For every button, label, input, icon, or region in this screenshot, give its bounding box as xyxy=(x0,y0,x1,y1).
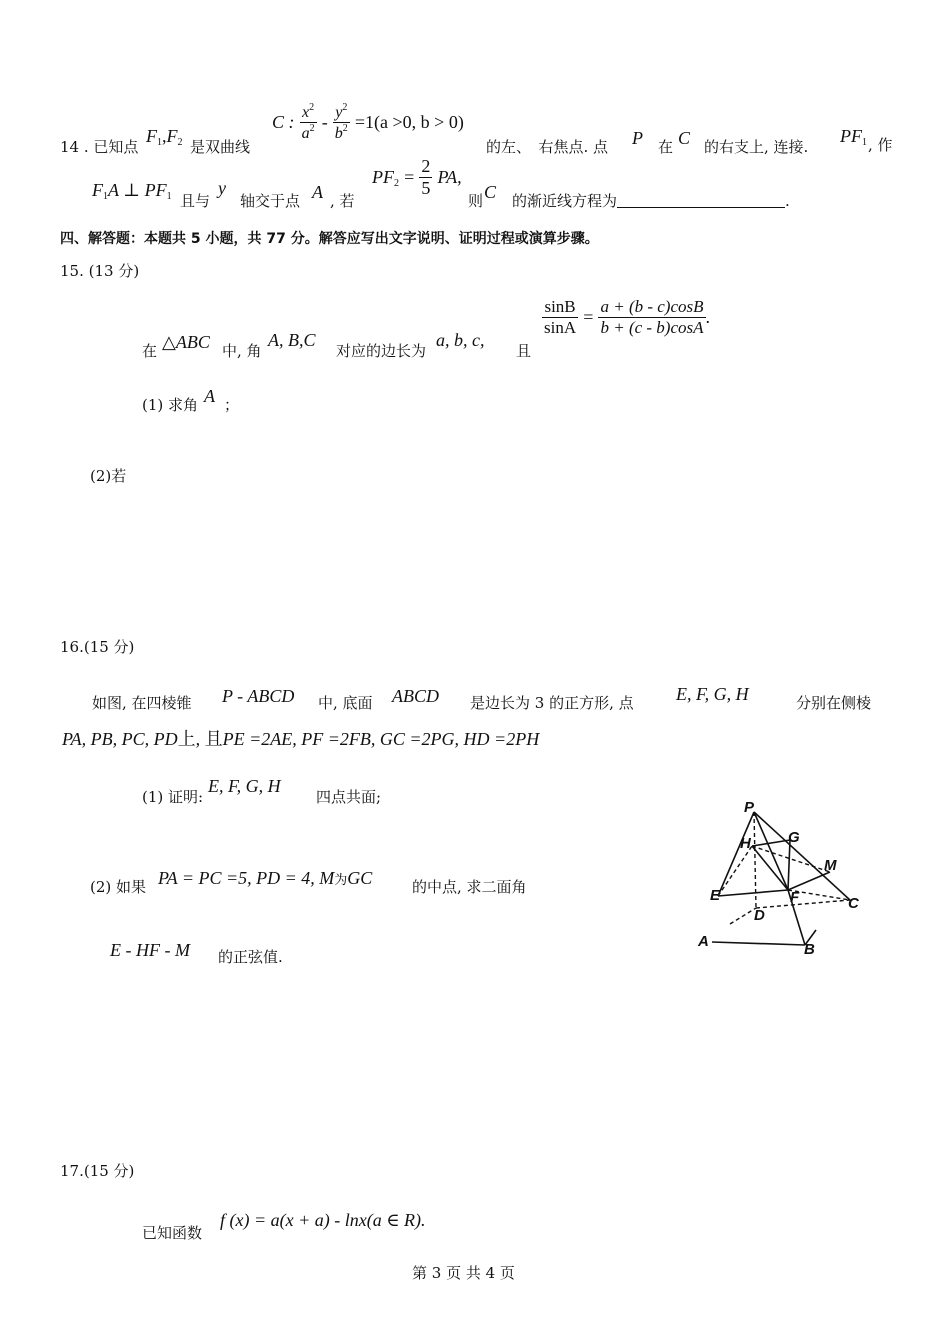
q14-a-sup: 2 xyxy=(309,123,315,134)
q14-f1a: F xyxy=(92,180,103,200)
q16-ratios: PE =2AE, PF =2FB, GC =2PG, HD =2PH xyxy=(222,729,540,749)
q14-f1: F xyxy=(146,126,157,146)
edge-eh xyxy=(718,846,752,896)
q14-y-axis: y xyxy=(218,178,226,198)
q15-text-angle: 中, 角 xyxy=(222,342,262,360)
q16-part1-points: E, F, G, H xyxy=(208,776,281,796)
q15-sides: a, b, c, xyxy=(436,330,485,350)
q14-pf2-sub: 2 xyxy=(394,177,399,189)
q14-eq: = xyxy=(404,167,415,187)
q15-header: 15. (13 分) xyxy=(60,262,140,280)
q15-rhs-den: b + (c - b)cosA xyxy=(600,318,704,337)
edge-pc xyxy=(754,812,850,900)
q17-header: 17.(15 分) xyxy=(60,1162,135,1180)
label-f: F xyxy=(790,889,800,906)
edge-dc xyxy=(756,900,850,908)
q15-rhs-num: a + (b - c)cosB xyxy=(600,297,704,316)
edge-hg xyxy=(752,840,790,846)
q15-part1: (1) 求角 xyxy=(142,396,199,414)
q15-text-and: 且 xyxy=(516,342,532,360)
q14-pf1: PF xyxy=(840,126,862,146)
q14-x-sup: 2 xyxy=(309,102,315,113)
q16-part2-end: 的正弦值. xyxy=(218,948,283,966)
q15-part2: (2)若 xyxy=(90,467,127,485)
q15-text-in: 在 xyxy=(142,342,158,360)
q14-text-axis: 轴交于点 xyxy=(240,192,301,210)
label-p: P xyxy=(744,799,755,816)
label-g: G xyxy=(788,829,800,846)
q16-part2: (2) 如果 xyxy=(90,878,147,896)
q14-hyperbola-equation xyxy=(272,102,464,143)
q14-perp-sub: 1 xyxy=(166,191,172,202)
q15-lhs-den: sinA xyxy=(544,318,577,337)
q15-text-sides: 对应的边长为 xyxy=(336,342,427,360)
label-m: M xyxy=(824,857,837,874)
q16-text-1c: 是边长为 3 的正方形, 点 xyxy=(470,694,634,712)
q14-text-if: , 若 xyxy=(330,192,355,210)
q17-function: f (x) = a(x + a) - lnx(a ∈ R). xyxy=(220,1210,426,1230)
q14-number: 14 . xyxy=(60,138,89,156)
q16-dihedral: E - HF - M xyxy=(110,940,190,960)
q14-c: C xyxy=(678,128,691,148)
q15-angles: A, B,C xyxy=(268,330,316,350)
edge-pf xyxy=(754,812,788,890)
q15-equation xyxy=(542,297,710,338)
label-a: A xyxy=(698,933,709,950)
q17-text: 已知函数 xyxy=(142,1224,203,1242)
edge-pe xyxy=(718,812,754,896)
q14-x: x xyxy=(302,104,310,121)
q14-pa: PA, xyxy=(437,167,462,187)
q15-triangle: △ABC xyxy=(162,332,210,352)
q15-part1-end: ； xyxy=(224,396,240,414)
q14-b-sup: 2 xyxy=(342,123,348,134)
q14-text-asymptote xyxy=(512,190,790,211)
q14-text-make: , 作 xyxy=(868,136,893,154)
q16-pyramid: P - ABCD xyxy=(222,686,295,706)
q16-edges: PA, PB, PC, PD xyxy=(62,729,178,749)
q14-pf1-sub: 1 xyxy=(862,137,867,148)
q16-header: 16.(15 分) xyxy=(60,638,135,656)
edge-fm xyxy=(788,872,830,890)
q14-a: a xyxy=(301,125,310,142)
q14-f1-sub: 1 xyxy=(157,137,162,148)
label-c: C xyxy=(848,895,859,912)
label-d: D xyxy=(754,907,765,924)
label-e: E xyxy=(710,887,721,904)
answer-blank[interactable] xyxy=(617,193,785,208)
q16-part2-gc: GC xyxy=(347,868,373,888)
q14-text-and: 且与 xyxy=(180,192,211,210)
q14-asym-label: 的渐近线方程为 xyxy=(512,192,618,210)
edge-fg xyxy=(788,840,790,890)
q14-c2: C xyxy=(484,182,497,202)
q14-text-on: 在 xyxy=(658,138,674,156)
q14-eq-cond: =1(a >0, b > 0) xyxy=(354,112,464,132)
q14-y-sup: 2 xyxy=(342,102,348,113)
q14-text-given: 已知点 xyxy=(93,138,139,156)
section-heading: 四、解答题：本题共 5 小题，共 77 分。解答应写出文字说明、证明过程或演算步骤。 xyxy=(60,231,599,247)
q14-p: P xyxy=(632,128,643,148)
q14-two: 2 xyxy=(421,156,431,176)
q15-dot: . xyxy=(705,307,711,327)
q14-text-then: 则 xyxy=(468,192,484,210)
q14-f2: F xyxy=(166,126,178,146)
q16-text-1b: 中, 底面 xyxy=(318,694,373,712)
label-h: H xyxy=(740,835,751,852)
q16-part1-text: 四点共面; xyxy=(316,788,382,806)
edge-ad xyxy=(730,908,756,924)
q14-pf2-equation xyxy=(372,156,462,199)
q16-part2-text: 的中点, 求二面角 xyxy=(412,878,527,896)
q14-c-colon: C : xyxy=(272,112,295,132)
q16-points: E, F, G, H xyxy=(676,684,749,704)
q16-base: ABCD xyxy=(392,686,439,706)
q16-text-2: 上, 且 xyxy=(177,729,223,749)
q16-part2-is: 为 xyxy=(334,872,348,887)
q14-text-is: 是双曲线 xyxy=(190,138,251,156)
pyramid-figure xyxy=(690,790,870,970)
q14-b: b xyxy=(334,125,343,142)
q15-lhs-num: sinB xyxy=(542,297,578,318)
q14-text-left-right: 的左、 右焦点. 点 xyxy=(486,138,609,156)
q15-part1-a: A xyxy=(204,386,215,406)
q14-pf2: PF xyxy=(372,166,394,187)
edge-hf xyxy=(752,846,788,890)
q14-perp: A ⊥ PF xyxy=(108,180,167,200)
q16-text-1d: 分别在侧棱 xyxy=(796,694,872,712)
q15-eq: = xyxy=(583,307,594,327)
q14-five: 5 xyxy=(421,178,431,198)
q14-a-point: A xyxy=(312,182,323,202)
q14-text-right-branch: 的右支上, 连接. xyxy=(704,138,809,156)
q16-part2-values: PA = PC =5, PD = 4, M xyxy=(158,868,335,888)
q16-text-1a: 如图, 在四棱锥 xyxy=(92,694,192,712)
q14-period: . xyxy=(785,192,790,210)
label-b: B xyxy=(804,941,815,958)
q16-part1: (1) 证明: xyxy=(142,788,204,806)
q14-comma: , xyxy=(162,126,167,146)
q14-minus: - xyxy=(321,112,328,132)
q14-y: y xyxy=(335,104,343,121)
edge-ab xyxy=(712,942,805,945)
edge-ef xyxy=(718,890,788,896)
page-footer: 第 3 页 共 4 页 xyxy=(412,1264,515,1282)
edge-hm xyxy=(752,846,830,872)
q14-f1a-sub: 1 xyxy=(103,191,108,202)
q14-f2-sub: 2 xyxy=(177,137,183,148)
